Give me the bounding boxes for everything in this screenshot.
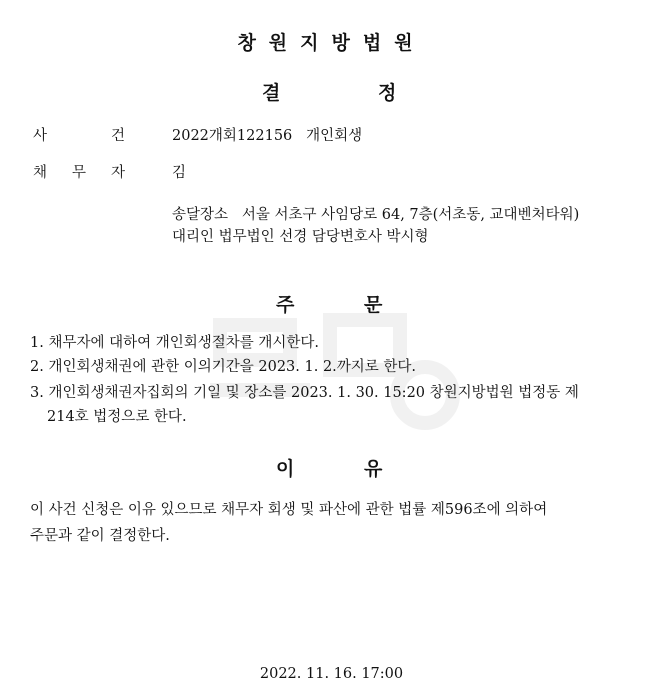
order-item (30, 331, 319, 355)
reason-line: 이 사건 신청은 이유 있으므로 채무자 회생 및 파산에 관한 법률 제596조에 의하여 (30, 502, 548, 518)
order-num: 1. (30, 335, 44, 351)
agent: 대리인 법무법인 선경 담당변호사 박시형 (172, 229, 429, 245)
order-item (30, 355, 416, 379)
reason-heading-right: 유 (364, 458, 383, 480)
order-item (30, 381, 630, 405)
order-heading-left: 주 (276, 294, 295, 316)
debtor-label-char: 자 (110, 165, 125, 181)
debtor-label (33, 161, 125, 182)
debtor-label-char: 채 (33, 165, 48, 181)
order-heading-right: 문 (364, 294, 383, 316)
case-number: 2022개회122156 개인회생 (172, 128, 363, 144)
court-name: 창원지방법원 (237, 32, 426, 54)
order-text: 개인회생채권에 관한 이의기간을 2023. 1. 2.까지로 한다. (48, 359, 417, 375)
case-label-char: 사 (33, 128, 48, 144)
order-text-cont: 214호 법정으로 한다. (47, 409, 187, 425)
reason-heading-left: 이 (276, 458, 295, 480)
doc-type-right: 정 (378, 82, 397, 104)
order-num: 2. (30, 359, 44, 375)
case-label (33, 124, 125, 145)
case-label-char: 건 (110, 128, 125, 144)
debtor-name: 김 (172, 165, 187, 181)
order-num: 3. (30, 385, 44, 401)
doc-type-left: 결 (262, 82, 281, 104)
debtor-label-char: 무 (71, 165, 86, 181)
order-text: 개인회생채권자집회의 기일 및 장소를 2023. 1. 30. 15:20 창원지방법원 법정동 제 (48, 385, 579, 401)
reason-line: 주문과 같이 결정한다. (30, 528, 170, 544)
service-address: 송달장소 서울 서초구 사임당로 64, 7층(서초동, 교대벤처타워) (172, 207, 580, 223)
decision-date: 2022. 11. 16. 17:00 (259, 666, 404, 682)
order-text: 채무자에 대하여 개인회생절차를 개시한다. (48, 335, 320, 351)
